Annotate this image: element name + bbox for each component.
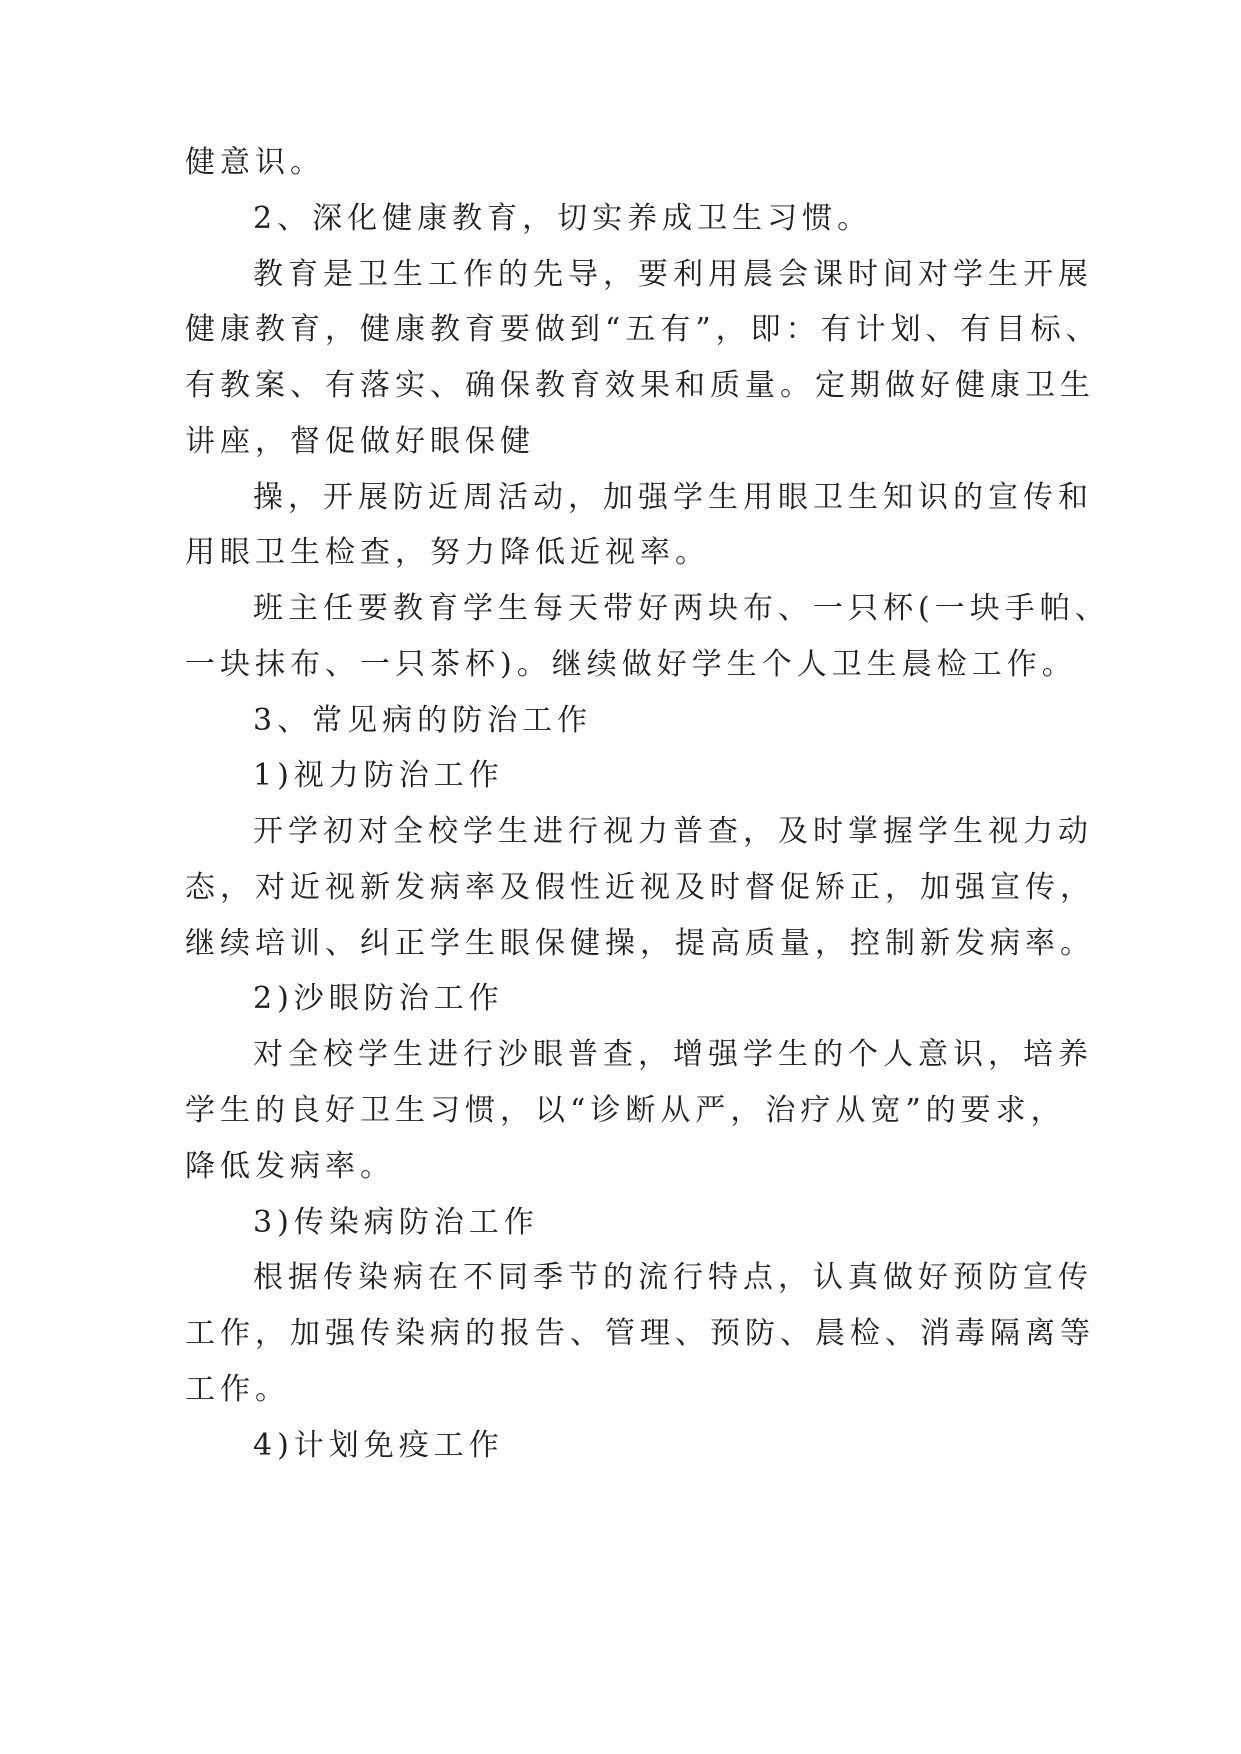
text-line: 操，开展防近周活动，加强学生用眼卫生知识的宣传和	[253, 480, 1093, 515]
section-heading: 2、深化健康教育，切实养成卫生习惯。	[253, 201, 873, 236]
text-line: 态，对近视新发病率及假性近视及时督促矫正，加强宣传，	[185, 870, 1095, 905]
text-line: 班主任要教育学生每天带好两块布、一只杯(一块手帕、	[253, 591, 1110, 626]
subsection-heading: 2)沙眼防治工作	[253, 981, 504, 1016]
subsection-heading: 3)传染病防治工作	[253, 1205, 539, 1240]
section-heading: 3、常见病的防治工作	[253, 703, 593, 738]
text-line: 降低发病率。	[185, 1149, 395, 1184]
text-line: 对全校学生进行沙眼普查，增强学生的个人意识，培养	[253, 1037, 1093, 1072]
subsection-heading: 1)视力防治工作	[253, 758, 504, 793]
text-line: 继续培训、纠正学生眼保健操，提高质量，控制新发病率。	[185, 926, 1095, 961]
subsection-heading: 4)计划免疫工作	[253, 1428, 504, 1463]
text-line: 开学初对全校学生进行视力普查，及时掌握学生视力动	[253, 814, 1093, 849]
text-line: 有教案、有落实、确保教育效果和质量。定期做好健康卫生	[185, 368, 1095, 403]
text-line: 讲座，督促做好眼保健	[185, 424, 535, 459]
text-line: 工作。	[185, 1372, 290, 1407]
text-line: 用眼卫生检查，努力降低近视率。	[185, 535, 710, 570]
text-line: 健意识。	[185, 145, 325, 180]
text-line: 根据传染病在不同季节的流行特点，认真做好预防宣传	[253, 1260, 1093, 1295]
text-line: 工作，加强传染病的报告、管理、预防、晨检、消毒隔离等	[185, 1316, 1095, 1351]
text-line: 一块抹布、一只茶杯)。继续做好学生个人卫生晨检工作。	[185, 647, 1077, 682]
text-line: 学生的良好卫生习惯，以“诊断从严，治疗从宽”的要求，	[185, 1093, 1066, 1128]
text-line: 健康教育，健康教育要做到“五有”，即：有计划、有目标、	[185, 312, 1101, 347]
text-line: 教育是卫生工作的先导，要利用晨会课时间对学生开展	[253, 257, 1093, 292]
